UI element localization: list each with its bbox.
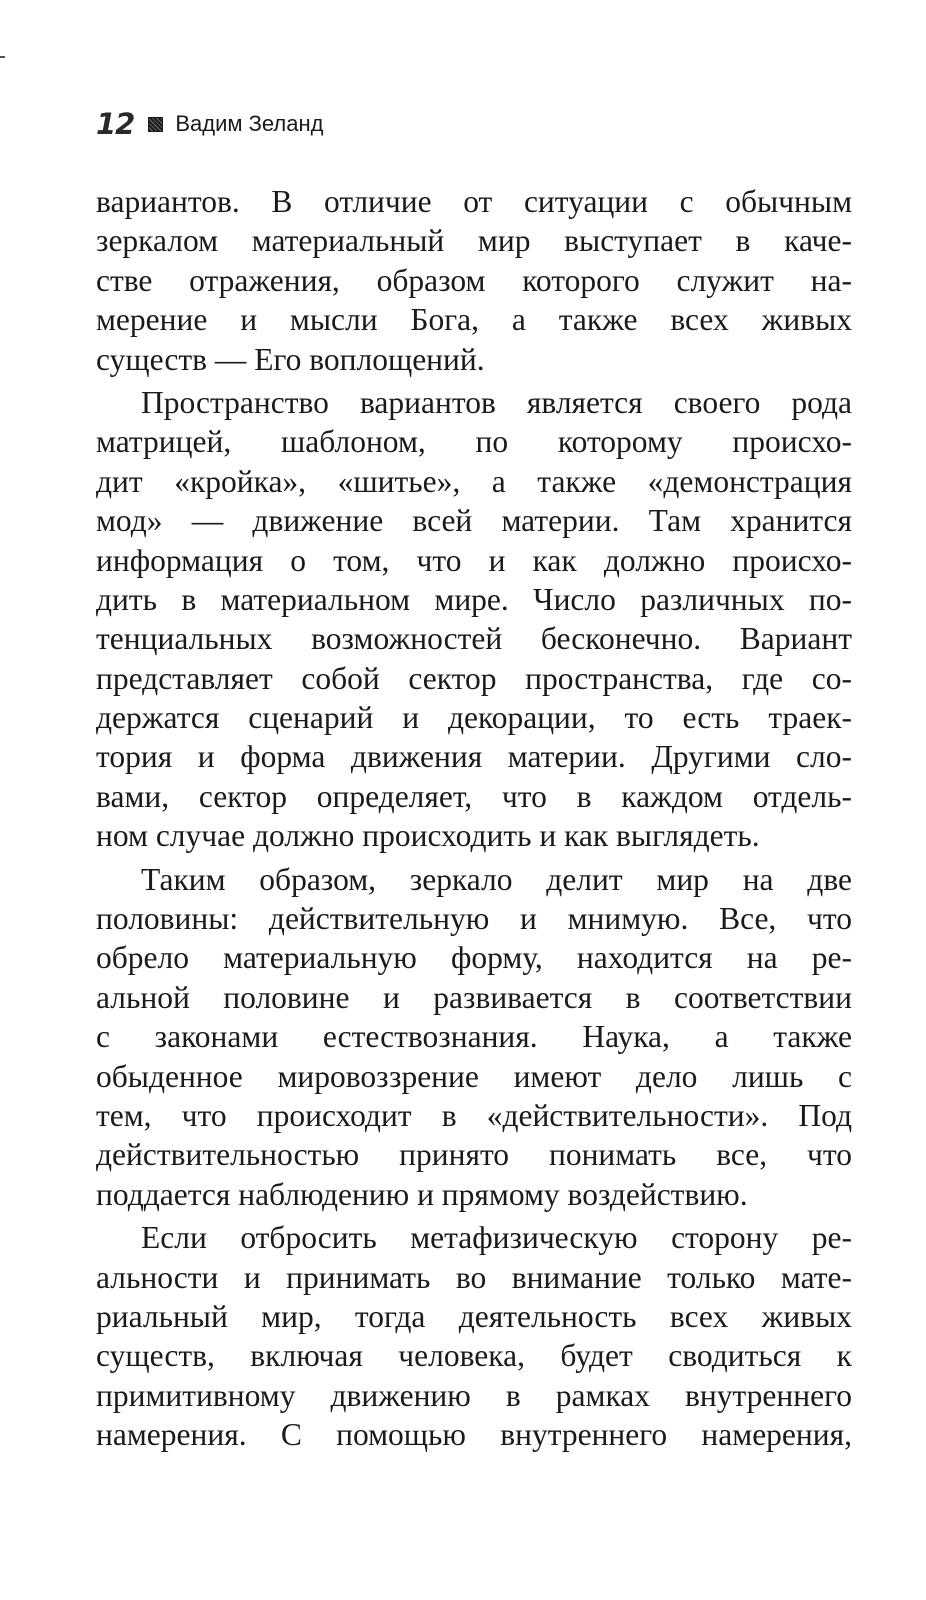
text-line: ном случае должно происходить и как выглядеть. <box>96 818 760 854</box>
text-line: вами, сектор определяет, что в каждом отдель- <box>96 778 852 814</box>
paragraph <box>96 1218 852 1454</box>
text-line: альности и принимать во внимание только мате- <box>96 1259 852 1295</box>
text-line: дить в материальном мире. Число различных по- <box>96 581 852 617</box>
text-line: стве отражения, образом которого служит на- <box>96 262 852 298</box>
paragraph <box>96 860 852 1215</box>
body-text <box>96 182 852 1455</box>
text-line: существ, включая человека, будет сводиться к <box>96 1338 852 1374</box>
text-line: примитивному движению в рамках внутреннего <box>96 1377 852 1413</box>
running-header <box>96 104 323 144</box>
paragraph <box>96 182 852 379</box>
text-line: представляет собой сектор пространства, где со- <box>96 660 852 696</box>
page-number: 12 <box>96 107 135 141</box>
text-line: с законами естествознания. Наука, а также <box>96 1019 852 1055</box>
text-line: тенциальных возможностей бесконечно. Вариант <box>96 621 852 657</box>
paragraph <box>96 383 852 856</box>
scan-edge-mark <box>0 56 5 58</box>
text-line: половины: действительную и мнимую. Все, что <box>96 901 852 937</box>
text-line: информация о том, что и как должно происхо- <box>96 542 852 578</box>
text-line: обыденное мировоззрение имеют дело лишь с <box>96 1058 852 1094</box>
text-line: существ — Его воплощений. <box>96 341 485 377</box>
text-line: действительностью принято понимать все, что <box>96 1137 852 1173</box>
text-line: дит «кройка», «шитье», а также «демонстрация <box>96 463 852 499</box>
text-line: риальный мир, тогда деятельность всех живых <box>96 1298 852 1334</box>
text-line: обрело материальную форму, находится на ре- <box>96 940 852 976</box>
text-line: мод» — движение всей материи. Там хранится <box>96 503 852 539</box>
text-line: тем, что происходит в «действительности». Под <box>96 1097 852 1133</box>
text-line: Если отбросить метафизическую сторону ре- <box>141 1220 852 1256</box>
square-bullet-icon <box>148 117 163 132</box>
text-line: альной половине и развивается в соответствии <box>96 979 852 1015</box>
text-line: зеркалом материальный мир выступает в каче- <box>96 223 852 259</box>
text-line: поддается наблюдению и прямому воздействию. <box>96 1176 748 1212</box>
text-line: Таким образом, зеркало делит мир на две <box>141 861 852 897</box>
text-line: намерения. С помощью внутреннего намерения, <box>96 1417 852 1453</box>
author-name: Вадим Зеланд <box>175 111 324 136</box>
text-line: тория и форма движения материи. Другими сло- <box>96 739 852 775</box>
text-line: мерение и мысли Бога, а также всех живых <box>96 302 852 338</box>
text-line: матрицей, шаблоном, по которому происхо- <box>96 424 852 460</box>
text-line: Пространство вариантов является своего рода <box>141 384 852 420</box>
text-line: вариантов. В отличие от ситуации с обычным <box>96 184 852 219</box>
text-line: держатся сценарий и декорации, то есть траек- <box>96 700 852 736</box>
